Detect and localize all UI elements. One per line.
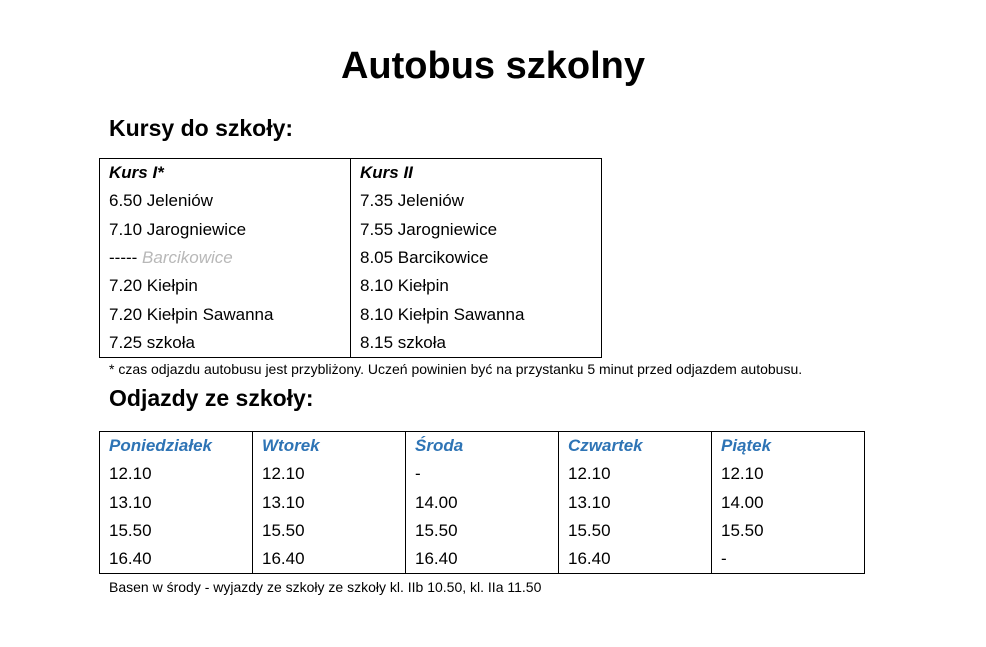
table-row bbox=[100, 300, 602, 328]
table-cell: - bbox=[406, 460, 559, 488]
morning-schedule-table bbox=[99, 158, 602, 358]
table-header-row bbox=[100, 432, 865, 461]
table-header-row bbox=[100, 159, 602, 188]
table-cell: 7.35 Jeleniów bbox=[351, 187, 602, 215]
table-cell: 8.15 szkoła bbox=[351, 329, 602, 358]
table-cell: 7.10 Jarogniewice bbox=[100, 216, 351, 244]
table-cell: 16.40 bbox=[406, 545, 559, 574]
table-cell: 7.20 Kiełpin Sawanna bbox=[100, 300, 351, 328]
table-cell: 8.10 Kiełpin Sawanna bbox=[351, 300, 602, 328]
table-cell: 13.10 bbox=[100, 489, 253, 517]
table-row bbox=[100, 489, 865, 517]
morning-heading: Kursy do szkoły: bbox=[109, 115, 294, 141]
column-header-wtorek: Wtorek bbox=[253, 432, 406, 461]
table-cell: 15.50 bbox=[100, 517, 253, 545]
table-row bbox=[100, 545, 865, 574]
table-cell: 12.10 bbox=[253, 460, 406, 488]
table-cell: ----- Barcikowice bbox=[100, 244, 351, 272]
table-cell: - bbox=[712, 545, 865, 574]
table-cell: 16.40 bbox=[100, 545, 253, 574]
table-row bbox=[100, 187, 602, 215]
table-cell: 15.50 bbox=[253, 517, 406, 545]
table-cell: 7.20 Kiełpin bbox=[100, 272, 351, 300]
table-row bbox=[100, 244, 602, 272]
table-cell: 13.10 bbox=[559, 489, 712, 517]
table-cell: 16.40 bbox=[559, 545, 712, 574]
column-header-sroda: Środa bbox=[406, 432, 559, 461]
table-cell: 6.50 Jeleniów bbox=[100, 187, 351, 215]
table-cell: 14.00 bbox=[406, 489, 559, 517]
afternoon-schedule-table bbox=[99, 431, 865, 574]
column-header-czwartek: Czwartek bbox=[559, 432, 712, 461]
table-cell: 13.10 bbox=[253, 489, 406, 517]
table-cell: 8.10 Kiełpin bbox=[351, 272, 602, 300]
table-cell: 12.10 bbox=[712, 460, 865, 488]
table-cell: 12.10 bbox=[100, 460, 253, 488]
table-cell: 14.00 bbox=[712, 489, 865, 517]
page-title: Autobus szkolny bbox=[340, 45, 646, 87]
morning-footnote: * czas odjazdu autobusu jest przybliżony. Uczeń powinien być na przystanku 5 minut przed odjazdem autobusu. bbox=[109, 361, 803, 377]
table-cell: 7.25 szkoła bbox=[100, 329, 351, 358]
table-row bbox=[100, 272, 602, 300]
table-cell: 16.40 bbox=[253, 545, 406, 574]
afternoon-footnote: Basen w środy - wyjazdy ze szkoły ze szkoły kl. IIb 10.50, kl. IIa 11.50 bbox=[109, 579, 542, 595]
column-header-poniedzialek: Poniedziałek bbox=[100, 432, 253, 461]
table-row bbox=[100, 329, 602, 358]
column-header-kurs-1: Kurs I* bbox=[100, 159, 351, 188]
table-cell: 8.05 Barcikowice bbox=[351, 244, 602, 272]
afternoon-heading: Odjazdy ze szkoły: bbox=[109, 385, 314, 411]
column-header-piatek: Piątek bbox=[712, 432, 865, 461]
column-header-kurs-2: Kurs II bbox=[351, 159, 602, 188]
table-cell: 7.55 Jarogniewice bbox=[351, 216, 602, 244]
table-cell: 15.50 bbox=[712, 517, 865, 545]
table-cell: 15.50 bbox=[406, 517, 559, 545]
skipped-stop-label: Barcikowice bbox=[142, 248, 233, 268]
table-row bbox=[100, 517, 865, 545]
table-cell: 12.10 bbox=[559, 460, 712, 488]
table-row bbox=[100, 216, 602, 244]
table-row bbox=[100, 460, 865, 488]
table-cell: 15.50 bbox=[559, 517, 712, 545]
